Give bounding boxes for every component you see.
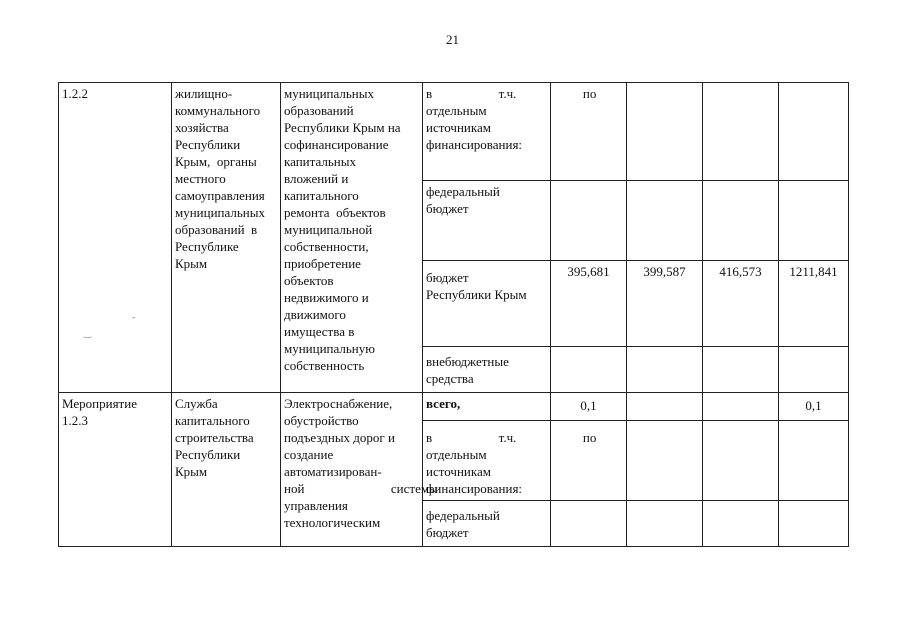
name-line: обустройство xyxy=(284,413,359,428)
activity-code-cell xyxy=(59,83,172,393)
value-cell: 1211,841 xyxy=(779,261,849,347)
name-line: капитальных xyxy=(284,154,356,169)
name-line: ной системы xyxy=(284,481,438,496)
executor-line: Республики xyxy=(175,137,241,152)
funding-source-cell xyxy=(423,83,597,181)
name-line: собственности, xyxy=(284,239,369,254)
scan-speck-mark: - xyxy=(132,312,135,322)
executor-line: Республике xyxy=(175,239,239,254)
source-label-line: источникам xyxy=(426,464,491,479)
name-line: недвижимого и xyxy=(284,290,369,305)
name-line: имущества в xyxy=(284,324,355,339)
value-cell xyxy=(779,347,849,393)
name-line: Электроснабжение, xyxy=(284,396,393,411)
funding-source-cell xyxy=(423,421,597,501)
executor-line: самоуправления xyxy=(175,188,265,203)
activity-code-cell xyxy=(59,393,172,547)
name-line: софинансирование xyxy=(284,137,389,152)
value-cell xyxy=(703,181,779,261)
name-line: капитального xyxy=(284,188,359,203)
value-cell xyxy=(779,83,849,181)
executor-line: Крым xyxy=(175,256,208,271)
source-label-line: в т.ч. по xyxy=(426,86,597,101)
value-cell xyxy=(703,347,779,393)
value-cell xyxy=(703,501,779,547)
value-cell xyxy=(551,347,627,393)
value-cell xyxy=(627,501,703,547)
activity-name-cell xyxy=(281,83,423,393)
executor-line: Служба xyxy=(175,396,218,411)
name-line: объектов xyxy=(284,273,334,288)
name-line: вложений и xyxy=(284,171,349,186)
name-line: управления xyxy=(284,498,348,513)
source-label-line: внебюджетные xyxy=(426,354,509,369)
executor-line: Республики xyxy=(175,447,241,462)
name-line: технологическим xyxy=(284,515,381,530)
name-line: ремонта объектов xyxy=(284,205,386,220)
page-number: 21 xyxy=(446,32,459,47)
value-cell: 395,681 xyxy=(551,261,627,347)
source-label-line: Республики Крым xyxy=(426,287,527,302)
executor-line: капитального xyxy=(175,413,250,428)
executor-line: строительства xyxy=(175,430,254,445)
value-cell xyxy=(551,181,627,261)
activity-name-cell xyxy=(281,393,438,547)
funding-source-cell xyxy=(423,393,551,421)
name-line: муниципальной xyxy=(284,222,373,237)
value-cell xyxy=(627,181,703,261)
executor-line: Крым, органы xyxy=(175,154,257,169)
name-line: собственность xyxy=(284,358,365,373)
value-cell xyxy=(779,421,849,501)
name-line: образований xyxy=(284,103,354,118)
name-line: Республики Крым на xyxy=(284,120,401,135)
source-label-line: отдельным xyxy=(426,103,487,118)
executor-line: жилищно- xyxy=(175,86,233,101)
source-label-line: средства xyxy=(426,371,474,386)
value-cell: 0,1 xyxy=(551,393,627,421)
name-line: подъездных дорог и xyxy=(284,430,395,445)
name-line: движимого xyxy=(284,307,346,322)
source-label-line: отдельным xyxy=(426,447,487,462)
executor-line: образований в xyxy=(175,222,258,237)
activity-code: 1.2.3 xyxy=(62,413,88,428)
value-cell: 0,1 xyxy=(779,393,849,421)
name-line: приобретение xyxy=(284,256,361,271)
executor-line: хозяйства xyxy=(175,120,229,135)
source-label-line: финансирования: xyxy=(426,137,523,152)
funding-source-cell xyxy=(423,261,551,347)
value-cell xyxy=(627,393,703,421)
value-cell xyxy=(551,501,627,547)
value-cell xyxy=(703,83,779,181)
value-cell xyxy=(703,393,779,421)
name-line: автоматизирован- xyxy=(284,464,382,479)
name-line: муниципальную xyxy=(284,341,375,356)
source-label-line: в т.ч. по xyxy=(426,430,597,445)
executor-line: муниципальных xyxy=(175,205,266,220)
source-label-line: бюджет xyxy=(426,270,469,285)
executor-line: местного xyxy=(175,171,226,186)
executor-cell xyxy=(172,83,281,393)
source-label-line: источникам xyxy=(426,120,491,135)
table-row xyxy=(59,393,849,421)
value-cell: 399,587 xyxy=(627,261,703,347)
value-cell xyxy=(779,181,849,261)
executor-line: Крым xyxy=(175,464,208,479)
executor-line: коммунального xyxy=(175,103,261,118)
program-table xyxy=(58,82,849,547)
value-cell xyxy=(627,421,703,501)
value-cell xyxy=(627,347,703,393)
activity-code: Мероприятие xyxy=(62,396,137,411)
value-cell xyxy=(627,83,703,181)
source-label-line: финансирования: xyxy=(426,481,523,496)
value-cell xyxy=(703,421,779,501)
funding-source-cell xyxy=(423,347,551,393)
table-row xyxy=(59,83,849,181)
activity-code: 1.2.2 xyxy=(62,86,88,101)
value-cell: 416,573 xyxy=(703,261,779,347)
value-cell xyxy=(779,501,849,547)
source-label-line: всего, xyxy=(426,396,461,411)
funding-source-cell xyxy=(423,181,551,261)
executor-cell xyxy=(172,393,281,547)
name-line: муниципальных xyxy=(284,86,375,101)
source-label-line: бюджет xyxy=(426,201,469,216)
source-label-line: федеральный xyxy=(426,508,500,523)
scan-speck-mark: ‿ xyxy=(84,328,92,338)
funding-source-cell xyxy=(423,501,551,547)
source-label-line: федеральный xyxy=(426,184,500,199)
source-label-line: бюджет xyxy=(426,525,469,540)
name-line: создание xyxy=(284,447,334,462)
